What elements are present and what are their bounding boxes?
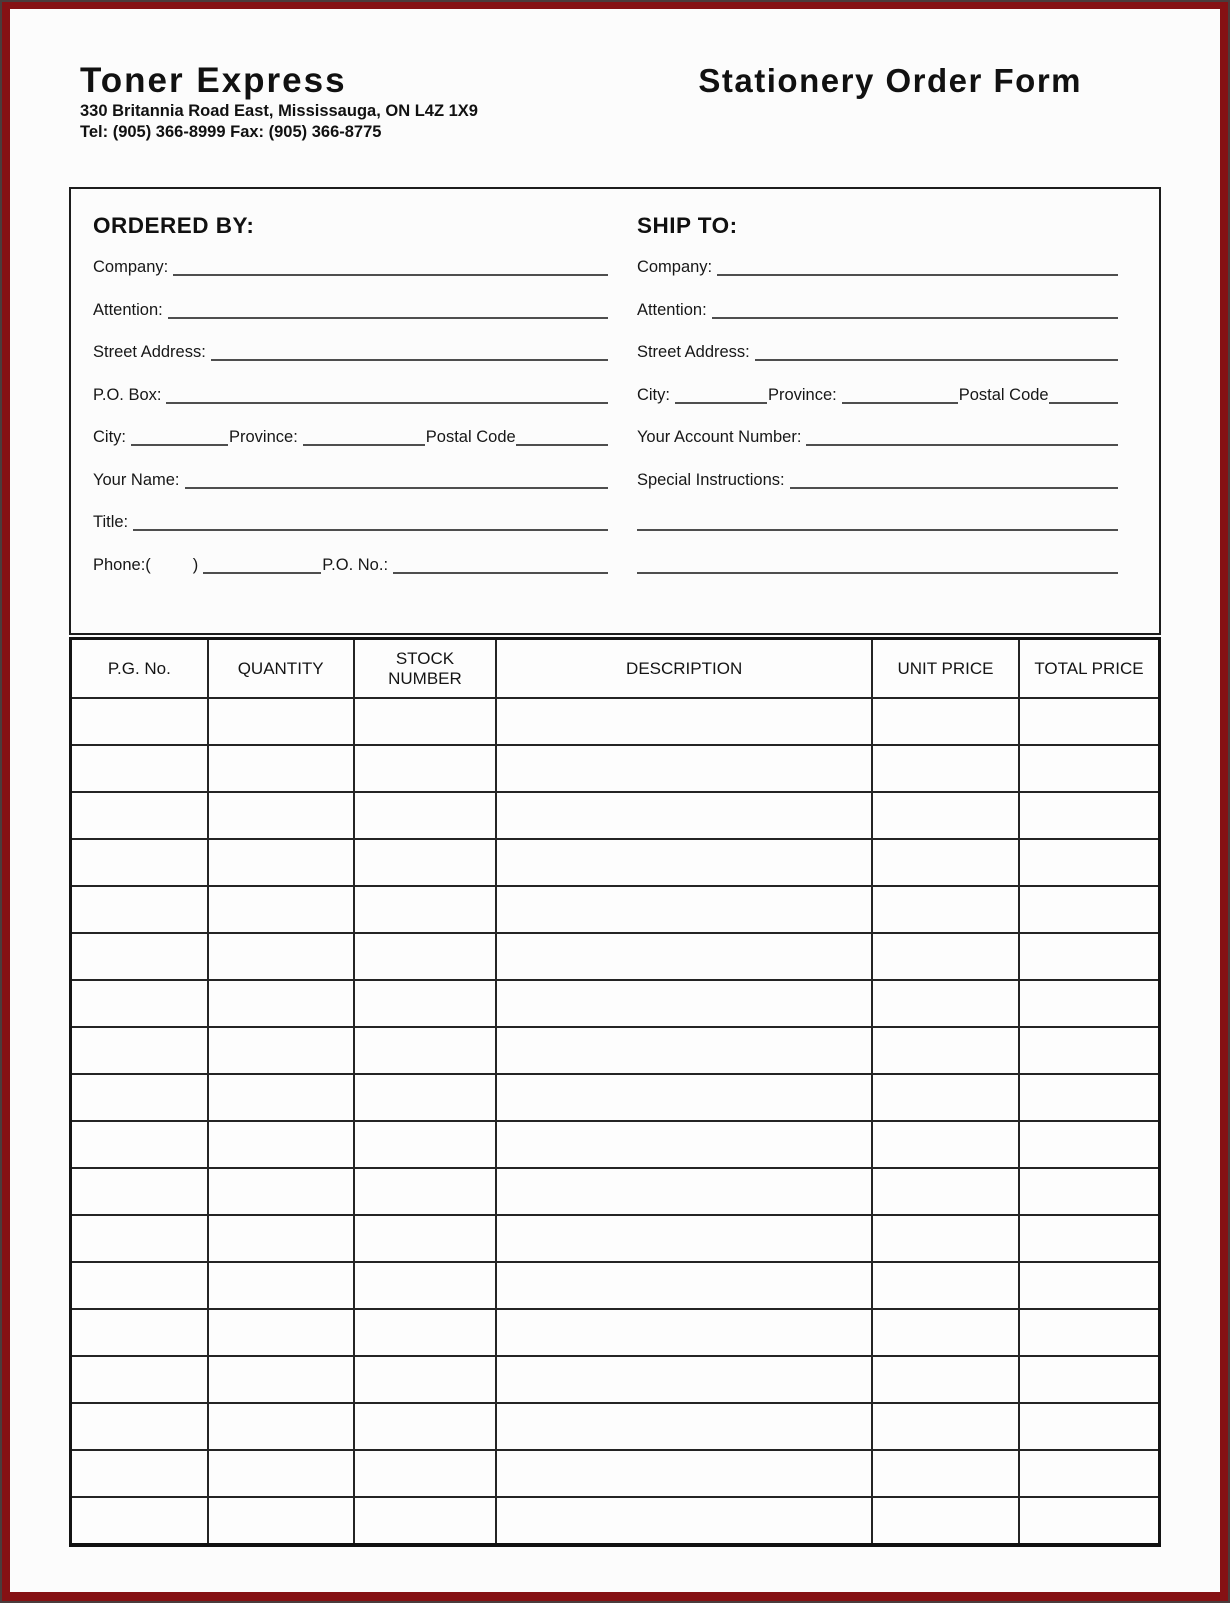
- table-row: [71, 1309, 1160, 1356]
- table-cell: [354, 1027, 497, 1074]
- table-cell: [496, 1356, 872, 1403]
- table-cell: [354, 1403, 497, 1450]
- blank-line: [168, 312, 608, 319]
- table-row: [71, 792, 1160, 839]
- table-cell: [1019, 980, 1160, 1027]
- table-cell: [208, 1074, 354, 1121]
- field-label: Postal Code: [425, 428, 516, 446]
- blank-line: [185, 482, 608, 489]
- table-cell: [208, 839, 354, 886]
- table-cell: [1019, 839, 1160, 886]
- form-field-row: [637, 299, 1119, 321]
- form-header: [10, 9, 1220, 143]
- table-row: [71, 1215, 1160, 1262]
- form-title: Stationery Order Form: [698, 62, 1082, 99]
- table-cell: [496, 980, 872, 1027]
- blank-line: [842, 397, 958, 404]
- table-cell: [872, 1215, 1019, 1262]
- table-cell: [71, 1450, 208, 1497]
- table-cell: [872, 1262, 1019, 1309]
- table-row: [71, 1121, 1160, 1168]
- blank-line: [1049, 397, 1118, 404]
- table-cell: [208, 1168, 354, 1215]
- table-cell: [71, 698, 208, 745]
- table-cell: [71, 1356, 208, 1403]
- column-header: TOTAL PRICE: [1019, 639, 1160, 699]
- ordered-by-section: [93, 213, 609, 633]
- table-cell: [872, 839, 1019, 886]
- form-field-row: [637, 511, 1119, 533]
- field-label: ): [192, 555, 199, 574]
- table-cell: [71, 933, 208, 980]
- table-cell: [354, 933, 497, 980]
- field-label: Company:: [93, 258, 169, 276]
- table-cell: [1019, 1262, 1160, 1309]
- table-cell: [496, 698, 872, 745]
- field-label: Attention:: [636, 300, 707, 319]
- form-field-row: [93, 384, 609, 406]
- table-cell: [71, 839, 208, 886]
- table-cell: [354, 1262, 497, 1309]
- blank-line: [675, 397, 767, 404]
- table-cell: [872, 1450, 1019, 1497]
- blank-line: [637, 567, 1118, 574]
- form-field-row: [637, 341, 1119, 363]
- table-body: [71, 698, 1160, 1545]
- blank-line: [303, 439, 425, 446]
- field-label: Phone:(: [93, 555, 151, 574]
- table-cell: [872, 980, 1019, 1027]
- table-cell: [1019, 1074, 1160, 1121]
- table-header-row: [71, 639, 1160, 699]
- table-cell: [208, 745, 354, 792]
- table-row: [71, 1074, 1160, 1121]
- table-cell: [872, 1027, 1019, 1074]
- table-cell: [71, 886, 208, 933]
- blank-line: [637, 524, 1118, 531]
- column-header: DESCRIPTION: [496, 639, 872, 699]
- table-cell: [496, 839, 872, 886]
- table-cell: [354, 792, 497, 839]
- table-cell: [354, 1215, 497, 1262]
- table-cell: [71, 980, 208, 1027]
- column-header: P.G. No.: [71, 639, 208, 699]
- field-label: Street Address:: [636, 343, 750, 361]
- table-row: [71, 698, 1160, 745]
- blank-line: [393, 567, 608, 574]
- table-cell: [71, 1027, 208, 1074]
- field-label: City:: [636, 385, 670, 404]
- blank-line: [755, 354, 1118, 361]
- table-cell: [208, 1356, 354, 1403]
- table-cell: [208, 792, 354, 839]
- table-cell: [208, 1309, 354, 1356]
- table-row: [71, 745, 1160, 792]
- table-cell: [1019, 1450, 1160, 1497]
- table-cell: [208, 1262, 354, 1309]
- table-cell: [71, 1074, 208, 1121]
- form-field-row: [637, 384, 1119, 406]
- table-row: [71, 1497, 1160, 1545]
- table-cell: [71, 1168, 208, 1215]
- table-cell: [1019, 1309, 1160, 1356]
- blank-line: [131, 439, 228, 446]
- blank-line: [806, 439, 1118, 446]
- table-cell: [208, 1450, 354, 1497]
- table-cell: [1019, 1356, 1160, 1403]
- field-label: Province:: [229, 428, 298, 446]
- table-cell: [71, 1121, 208, 1168]
- form-field-row: [93, 341, 609, 363]
- table-cell: [1019, 1403, 1160, 1450]
- table-row: [71, 1262, 1160, 1309]
- table-cell: [354, 839, 497, 886]
- table-cell: [354, 1074, 497, 1121]
- table-cell: [354, 1450, 497, 1497]
- form-field-row: [637, 256, 1119, 278]
- table-cell: [1019, 1497, 1160, 1545]
- table-cell: [496, 792, 872, 839]
- field-label: City:: [93, 428, 126, 446]
- table-cell: [354, 698, 497, 745]
- form-field-row: [93, 426, 609, 448]
- table-cell: [872, 1497, 1019, 1545]
- form-field-row: [93, 469, 609, 491]
- blank-line: [166, 397, 607, 404]
- table-row: [71, 886, 1160, 933]
- ordered-by-fields: [93, 256, 609, 576]
- ordered-by-heading: ORDERED BY:: [93, 213, 255, 238]
- table-cell: [208, 1497, 354, 1545]
- table-cell: [208, 698, 354, 745]
- table-cell: [71, 1309, 208, 1356]
- table-cell: [872, 933, 1019, 980]
- table-cell: [872, 1074, 1019, 1121]
- table-cell: [496, 933, 872, 980]
- table-cell: [208, 1027, 354, 1074]
- table-cell: [496, 1215, 872, 1262]
- table-cell: [208, 1121, 354, 1168]
- column-header: STOCK NUMBER: [354, 639, 497, 699]
- table-cell: [354, 1356, 497, 1403]
- form-field-row: [93, 299, 609, 321]
- table-cell: [1019, 792, 1160, 839]
- table-cell: [872, 1309, 1019, 1356]
- table-cell: [71, 1215, 208, 1262]
- table-cell: [496, 1074, 872, 1121]
- table-cell: [496, 886, 872, 933]
- field-label: P.O. No.:: [322, 555, 389, 574]
- blank-line: [203, 567, 321, 574]
- table-row: [71, 1403, 1160, 1450]
- table-cell: [1019, 745, 1160, 792]
- table-cell: [354, 1309, 497, 1356]
- field-label: Special Instructions:: [636, 470, 785, 489]
- table-row: [71, 1450, 1160, 1497]
- order-items-table: [69, 637, 1161, 1547]
- table-cell: [354, 745, 497, 792]
- table-cell: [872, 1356, 1019, 1403]
- table-cell: [208, 1215, 354, 1262]
- ship-to-section: [637, 213, 1119, 633]
- table-cell: [71, 1403, 208, 1450]
- table-row: [71, 839, 1160, 886]
- table-cell: [496, 1497, 872, 1545]
- field-label: P.O. Box:: [93, 385, 162, 404]
- blank-line: [516, 439, 608, 446]
- table-cell: [208, 886, 354, 933]
- form-field-row: [637, 554, 1119, 576]
- field-label: Attention:: [93, 300, 163, 319]
- table-cell: [496, 1309, 872, 1356]
- blank-line: [717, 269, 1118, 276]
- field-label: Title:: [93, 513, 129, 531]
- customer-info-box: [69, 187, 1161, 635]
- form-field-row: [93, 511, 609, 533]
- table-row: [71, 980, 1160, 1027]
- form-field-row: [93, 256, 609, 278]
- table-cell: [1019, 1168, 1160, 1215]
- table-cell: [496, 1027, 872, 1074]
- table-cell: [496, 1450, 872, 1497]
- order-form-sheet: [10, 9, 1220, 1592]
- table-cell: [208, 1403, 354, 1450]
- table-cell: [71, 1497, 208, 1545]
- company-name: Toner Express: [80, 61, 347, 100]
- table-cell: [354, 980, 497, 1027]
- table-cell: [208, 980, 354, 1027]
- table-cell: [496, 1121, 872, 1168]
- company-address: 330 Britannia Road East, Mississauga, ON L4Z 1X9: [80, 102, 478, 120]
- table-cell: [872, 1168, 1019, 1215]
- table-cell: [872, 886, 1019, 933]
- table-cell: [496, 1403, 872, 1450]
- table-cell: [872, 1121, 1019, 1168]
- company-phone-fax: Tel: (905) 366-8999 Fax: (905) 366-8775: [80, 123, 382, 141]
- table-cell: [496, 1168, 872, 1215]
- table-cell: [71, 745, 208, 792]
- table-cell: [872, 698, 1019, 745]
- field-label: Street Address:: [93, 343, 206, 361]
- field-label: Postal Code: [958, 385, 1049, 404]
- field-label: Your Name:: [93, 470, 180, 489]
- blank-line: [790, 482, 1118, 489]
- table-cell: [1019, 933, 1160, 980]
- table-cell: [872, 792, 1019, 839]
- company-block: [80, 61, 478, 143]
- blank-line: [173, 269, 608, 276]
- field-label: Province:: [767, 385, 837, 404]
- table-row: [71, 1168, 1160, 1215]
- table-cell: [1019, 1215, 1160, 1262]
- blank-line: [133, 524, 608, 531]
- ship-to-fields: [637, 256, 1119, 576]
- table-cell: [71, 1262, 208, 1309]
- column-header: QUANTITY: [208, 639, 354, 699]
- table-cell: [208, 933, 354, 980]
- blank-line: [211, 354, 608, 361]
- table-cell: [496, 745, 872, 792]
- table-cell: [354, 886, 497, 933]
- table-cell: [354, 1121, 497, 1168]
- table-row: [71, 1027, 1160, 1074]
- table-cell: [872, 745, 1019, 792]
- column-header: UNIT PRICE: [872, 639, 1019, 699]
- blank-line: [712, 312, 1118, 319]
- table-row: [71, 933, 1160, 980]
- form-field-row: [637, 426, 1119, 448]
- table-cell: [496, 1262, 872, 1309]
- table-cell: [71, 792, 208, 839]
- table-cell: [1019, 1027, 1160, 1074]
- ship-to-heading: SHIP TO:: [636, 213, 738, 238]
- table-cell: [1019, 1121, 1160, 1168]
- table-row: [71, 1356, 1160, 1403]
- table-cell: [1019, 886, 1160, 933]
- table-header: [71, 639, 1160, 699]
- table-cell: [354, 1168, 497, 1215]
- form-field-row: [93, 554, 609, 576]
- field-label: Your Account Number:: [636, 428, 802, 446]
- field-label: Company:: [636, 258, 713, 276]
- table-cell: [872, 1403, 1019, 1450]
- table-cell: [1019, 698, 1160, 745]
- table-cell: [354, 1497, 497, 1545]
- form-field-row: [637, 469, 1119, 491]
